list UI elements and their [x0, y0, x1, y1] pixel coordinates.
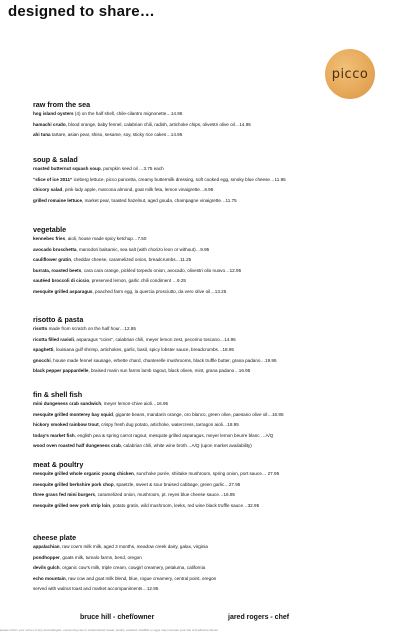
- menu-item-name: wood oven roasted half dungeness crab: [33, 443, 121, 449]
- menu-item-description: , english pea & spring carrot ragout, mesquite grilled asparagus, meyer lemon beurre blanc …A/Q: [74, 432, 274, 438]
- menu-item-description: , caramelized onion, mushroom, pt. reyes blue cheese sauce…16.95: [95, 492, 235, 498]
- menu-item-name: sautéed broccoli di ciccio: [33, 278, 90, 284]
- menu-item-name: ricotta filled ravioli: [33, 336, 74, 342]
- menu-item-description: , calabrian chili, white wine broth…A/Q (upon market availability): [120, 443, 252, 449]
- menu-item: [33, 368, 250, 374]
- menu-item-name: mesquite grilled monterey bay squid: [33, 411, 113, 417]
- menu-item-description: , louisiana gulf shrimp, artichokes, garlic, basil, spicy lobster sauce, breadcrumbs…18.95: [53, 347, 234, 353]
- menu-item-name: hickory smoked rainbow trout: [33, 422, 99, 428]
- menu-item-name: gnocchi: [33, 357, 51, 363]
- menu-item: [33, 177, 286, 183]
- menu-item: [33, 565, 205, 571]
- menu-item-name: chicory salad: [33, 187, 63, 193]
- chef-signature: jared rogers - chef: [228, 614, 290, 621]
- menu-item: [33, 166, 164, 172]
- menu-item-name: today’s market fish: [33, 432, 75, 438]
- menu-item-name: mesquite grilled new york strip loin: [33, 502, 111, 508]
- logo-text: picco: [331, 66, 369, 82]
- menu-item: [33, 326, 136, 332]
- menu-item: [33, 257, 191, 263]
- menu-item-description: (4) on the half shell, chile-cilantro mignonette…14.95: [73, 111, 183, 116]
- section-title: risotto & pasta: [33, 315, 84, 324]
- menu-item-name: mesquite grilled berkshire pork chop: [33, 481, 114, 487]
- menu-item-name: grilled romaine lettuce: [33, 197, 83, 203]
- menu-item-description: , house made fennel sausage, erbette chard, chanterelle mushrooms, black truffle butter, grana padano…19.95: [50, 357, 277, 363]
- menu-item-description: , raw cow and goat milk blend, blue, rogue creamery, central point, oregon: [65, 575, 217, 581]
- menu-item: [33, 111, 182, 117]
- menu-item: [33, 482, 240, 488]
- section-title: vegetable: [33, 225, 67, 234]
- menu-item: [33, 337, 236, 343]
- menu-item-name: appalachian: [33, 544, 60, 549]
- menu-item-name: “slice of ice 2011”: [33, 176, 73, 182]
- menu-item-name: three grass fed mini burgers: [33, 492, 96, 498]
- menu-item-description: , braised marin sun farms lamb ragout, black olives, mint, grana padano…16.95: [88, 368, 251, 374]
- footer-note: please inform your server of any food allergies. consuming raw or undercooked meats, poultry, seafood, shellfish or eggs may increase your risk of foodborne illness: [0, 628, 218, 632]
- menu-item: [33, 198, 237, 204]
- menu-item: [33, 503, 259, 509]
- menu-item-description: made from scratch on the half hour…12.95: [47, 326, 136, 331]
- menu-item-description: , crispy fresh dug potato, artichoke, watercress, tarragon aioli…18.95: [98, 422, 239, 428]
- menu-item-description: , asparagus “coins”, calabrian chili, meyer lemon zest, pecorino toscano…14.95: [73, 336, 236, 342]
- menu-item: [33, 347, 234, 353]
- menu-item-description: , aioli, house made spicy ketchup…7.50: [65, 236, 147, 241]
- menu-item-description: , pumpkin seed oil …3.75 each: [100, 166, 164, 171]
- menu-item-description: served with walnut toast and market accompaniments…12.95: [33, 586, 159, 592]
- menu-item-name: cauliflower gratin: [33, 257, 72, 263]
- menu-item-description: , pink lady apple, marcona almond, goat milk feta, lemon vinaigrette…8.95: [62, 187, 214, 193]
- menu-item-description: , potato gratin, wild mushroom, leeks, red wine black truffle sauce…32.95: [110, 502, 260, 508]
- menu-item: [33, 247, 209, 253]
- menu-item-name: echo mountain: [33, 575, 66, 581]
- menu-item-name: pondhopper: [33, 554, 60, 560]
- menu-item: [33, 544, 208, 550]
- menu-item: [33, 132, 182, 138]
- menu-item: [33, 555, 142, 561]
- menu-item-description: iceberg lettuce, picco pancetta, creamy buttermilk dressing, soft cooked egg, smoky blue cheese…11.95: [72, 176, 286, 182]
- menu-item-description: , organic cow’s milk, triple cream, cowgirl creamery, petaluma, california: [59, 565, 206, 571]
- chef-owner-signature: bruce hill - chef/owner: [80, 614, 155, 621]
- menu-item-description: , preserved lemon, garlic chili condiment …9.25: [89, 278, 186, 284]
- menu-item: [33, 492, 235, 498]
- menu-item: [33, 278, 186, 284]
- section-title: raw from the sea: [33, 100, 91, 109]
- menu-item-description: , goats milk, tumalo farms, bend, oregon: [59, 554, 142, 560]
- menu-item: [33, 401, 168, 407]
- menu-item: [33, 412, 284, 418]
- menu-item: [33, 358, 277, 364]
- menu-item: [33, 586, 158, 592]
- menu-item-description: , raw cow’s milk milk, aged 3 months, meadow creek dairy, galax, virginia: [59, 544, 208, 549]
- menu-item: [33, 236, 146, 242]
- menu-item-name: kennebec fries: [33, 236, 66, 241]
- menu-item-description: , blood orange, baby fennel, calabrian chili, radish, artichoke chips, olivestri olive oil…14.95: [65, 121, 251, 127]
- section-title: cheese plate: [33, 533, 77, 542]
- menu-item-name: roasted butternut squash soup: [33, 166, 101, 171]
- menu-item-name: mesquite grilled whole organic young chicken: [33, 471, 134, 476]
- menu-item-description: tartare, asian pear, shiso, sesame, soy, sticky rice cakes…14.95: [50, 132, 183, 138]
- menu-item-name: spaghetti: [33, 347, 54, 353]
- menu-item-name: devils gulch: [33, 565, 60, 571]
- menu-item: [33, 443, 252, 449]
- menu-item-description: , market pear, toasted hazelnut, aged gouda, champagne vinaigrette…11.75: [82, 197, 237, 203]
- menu-item-description: , poached farm egg, la quercia prosciutto, da vero olive oil…13.25: [92, 289, 227, 294]
- section-title: meat & poultry: [33, 460, 84, 469]
- menu-item: [33, 433, 273, 439]
- menu-item-description: , cara cara orange, pickled torpedo onion, avocado, olivestri olio nuovo…12.95: [81, 267, 242, 273]
- menu-item: [33, 576, 216, 582]
- menu-item-name: hamachi crudo: [33, 121, 66, 127]
- menu-item-name: burrata, roasted beets: [33, 267, 82, 273]
- menu-item-name: black pepper pappardelle: [33, 368, 89, 374]
- menu-item: [33, 122, 251, 128]
- menu-item-name: mini dungeness crab sandwich: [33, 401, 102, 406]
- menu-item: [33, 289, 226, 295]
- menu-item-description: , sunchoke purée, shiitake mushroom, spring onion, port sauce… 27.95: [133, 471, 280, 476]
- section-title: fin & shell fish: [33, 390, 83, 399]
- page-title: designed to share…: [8, 3, 155, 20]
- menu-item-description: , meyer lemon-chive aioli…16.95: [101, 401, 169, 406]
- section-title: soup & salad: [33, 155, 78, 164]
- menu-item-description: , cheddar cheese, caramelized onion, breadcrumbs…11.25: [71, 257, 192, 263]
- menu-item-name: risotto: [33, 326, 48, 331]
- menu-item-name: hog island oysters: [33, 111, 74, 116]
- menu-item-description: , gigante beans, mandarin orange, oro blanco, green olive, paesano olive oil…16.95: [112, 411, 284, 417]
- menu-item-description: , manodori balsamic, sea salt (with chorizo leon or without)…9.95: [76, 246, 210, 252]
- menu-item: [33, 471, 279, 477]
- menu-item: [33, 422, 239, 428]
- picco-logo: [325, 49, 375, 99]
- menu-item: [33, 187, 213, 193]
- menu-item-name: mesquite grilled asparagus: [33, 289, 93, 294]
- menu-item-description: , spaetzle, sweet & sour braised cabbage, green garlic…27.95: [113, 481, 241, 487]
- menu-item-name: avocado bruschetta: [33, 246, 77, 252]
- menu-item: [33, 268, 241, 274]
- menu-item-name: ahi tuna: [33, 132, 51, 138]
